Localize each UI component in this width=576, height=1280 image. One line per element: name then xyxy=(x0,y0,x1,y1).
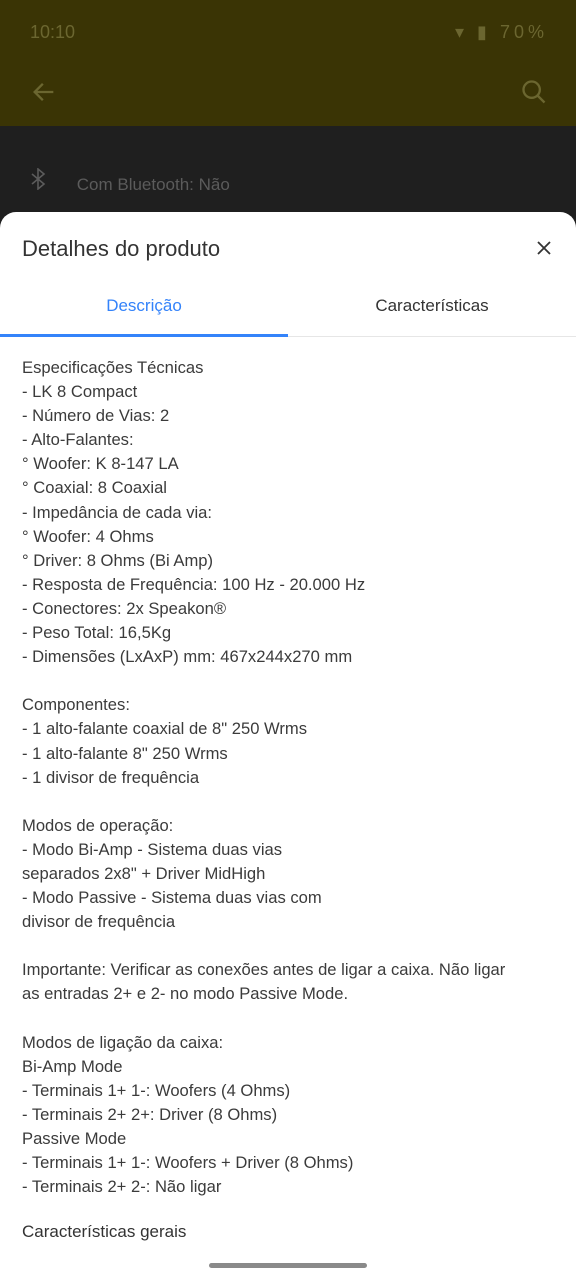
description-line: - 1 divisor de frequência xyxy=(22,767,200,787)
description-line: - LK 8 Compact xyxy=(22,382,138,402)
description-line: - Alto-Falantes: xyxy=(22,430,134,450)
description-line: - Conectores: 2x Speakon® xyxy=(22,598,227,618)
battery-percent: 70% xyxy=(499,22,548,42)
status-time: 10:10 xyxy=(30,22,76,42)
description-spacer xyxy=(22,934,562,958)
description-line: - Terminais 1+ 1-: Woofers + Driver (8 Ohms) xyxy=(22,1153,354,1173)
back-arrow-icon[interactable] xyxy=(30,78,58,106)
description-line: - Dimensões (LxAxP) mm: 467x244x270 mm xyxy=(22,647,353,667)
description-line: - 1 alto-falante 8" 250 Wrms xyxy=(22,743,228,763)
bluetooth-icon xyxy=(30,168,50,195)
description-line: ° Driver: 8 Ohms (Bi Amp) xyxy=(22,550,214,570)
description-spacer xyxy=(22,790,562,814)
status-bar xyxy=(0,0,576,64)
home-indicator[interactable] xyxy=(209,1263,367,1268)
description-line: - Impedância de cada via: xyxy=(22,502,213,522)
status-icons xyxy=(455,22,548,43)
description-line: - Número de Vias: 2 xyxy=(22,406,170,426)
description-spacer xyxy=(22,1007,562,1031)
bluetooth-label: Com Bluetooth: xyxy=(76,175,194,194)
description-line: - Terminais 1+ 1-: Woofers (4 Ohms) xyxy=(22,1080,291,1100)
description-line: separados 2x8" + Driver MidHigh xyxy=(22,863,266,883)
description-line: - Modo Bi-Amp - Sistema duas vias xyxy=(22,839,283,859)
tab-bar xyxy=(0,284,576,337)
description-line: - Terminais 2+ 2-: Não ligar xyxy=(22,1177,222,1197)
description-line: divisor de frequência xyxy=(22,912,176,932)
description-line: ° Coaxial: 8 Coaxial xyxy=(22,478,167,498)
section-heading: Características gerais xyxy=(22,1222,187,1241)
description-line: Modos de ligação da caixa: xyxy=(22,1032,224,1052)
active-tab-indicator xyxy=(0,334,288,337)
description-line: ° Woofer: K 8-147 LA xyxy=(22,454,179,474)
description-line: Modos de operação: xyxy=(22,815,174,835)
description-line: Bi-Amp Mode xyxy=(22,1056,123,1076)
wifi-icon: ▾ xyxy=(454,22,469,42)
tab-caracteristicas[interactable]: Características xyxy=(375,296,489,315)
description-line: Importante: Verificar as conexões antes de ligar a caixa. Não ligar xyxy=(22,960,506,980)
description-spacer xyxy=(22,669,562,693)
toolbar xyxy=(0,64,576,126)
description-line: Especificações Técnicas xyxy=(22,358,204,377)
battery-icon: ▮ xyxy=(477,22,491,42)
close-icon[interactable] xyxy=(532,236,556,260)
sheet-title: Detalhes do produto xyxy=(22,236,221,261)
description-line: as entradas 2+ e 2- no modo Passive Mode. xyxy=(22,984,349,1004)
description-line: Passive Mode xyxy=(22,1129,127,1148)
description-line: Componentes: xyxy=(22,695,130,715)
description-line: - 1 alto-falante coaxial de 8" 250 Wrms xyxy=(22,719,308,739)
description-line: - Terminais 2+ 2+: Driver (8 Ohms) xyxy=(22,1104,278,1124)
tab-descricao[interactable]: Descrição xyxy=(106,296,182,315)
description-line: - Resposta de Frequência: 100 Hz - 20.000 Hz xyxy=(22,574,366,594)
product-details-sheet xyxy=(0,212,576,1280)
description-line: ° Woofer: 4 Ohms xyxy=(22,526,154,546)
description-text xyxy=(22,356,562,1199)
description-line: - Modo Passive - Sistema duas vias com xyxy=(22,888,322,908)
bluetooth-row xyxy=(30,168,230,195)
description-line: - Peso Total: 16,5Kg xyxy=(22,623,172,643)
search-icon[interactable] xyxy=(520,78,548,106)
bluetooth-value: Não xyxy=(198,175,230,194)
